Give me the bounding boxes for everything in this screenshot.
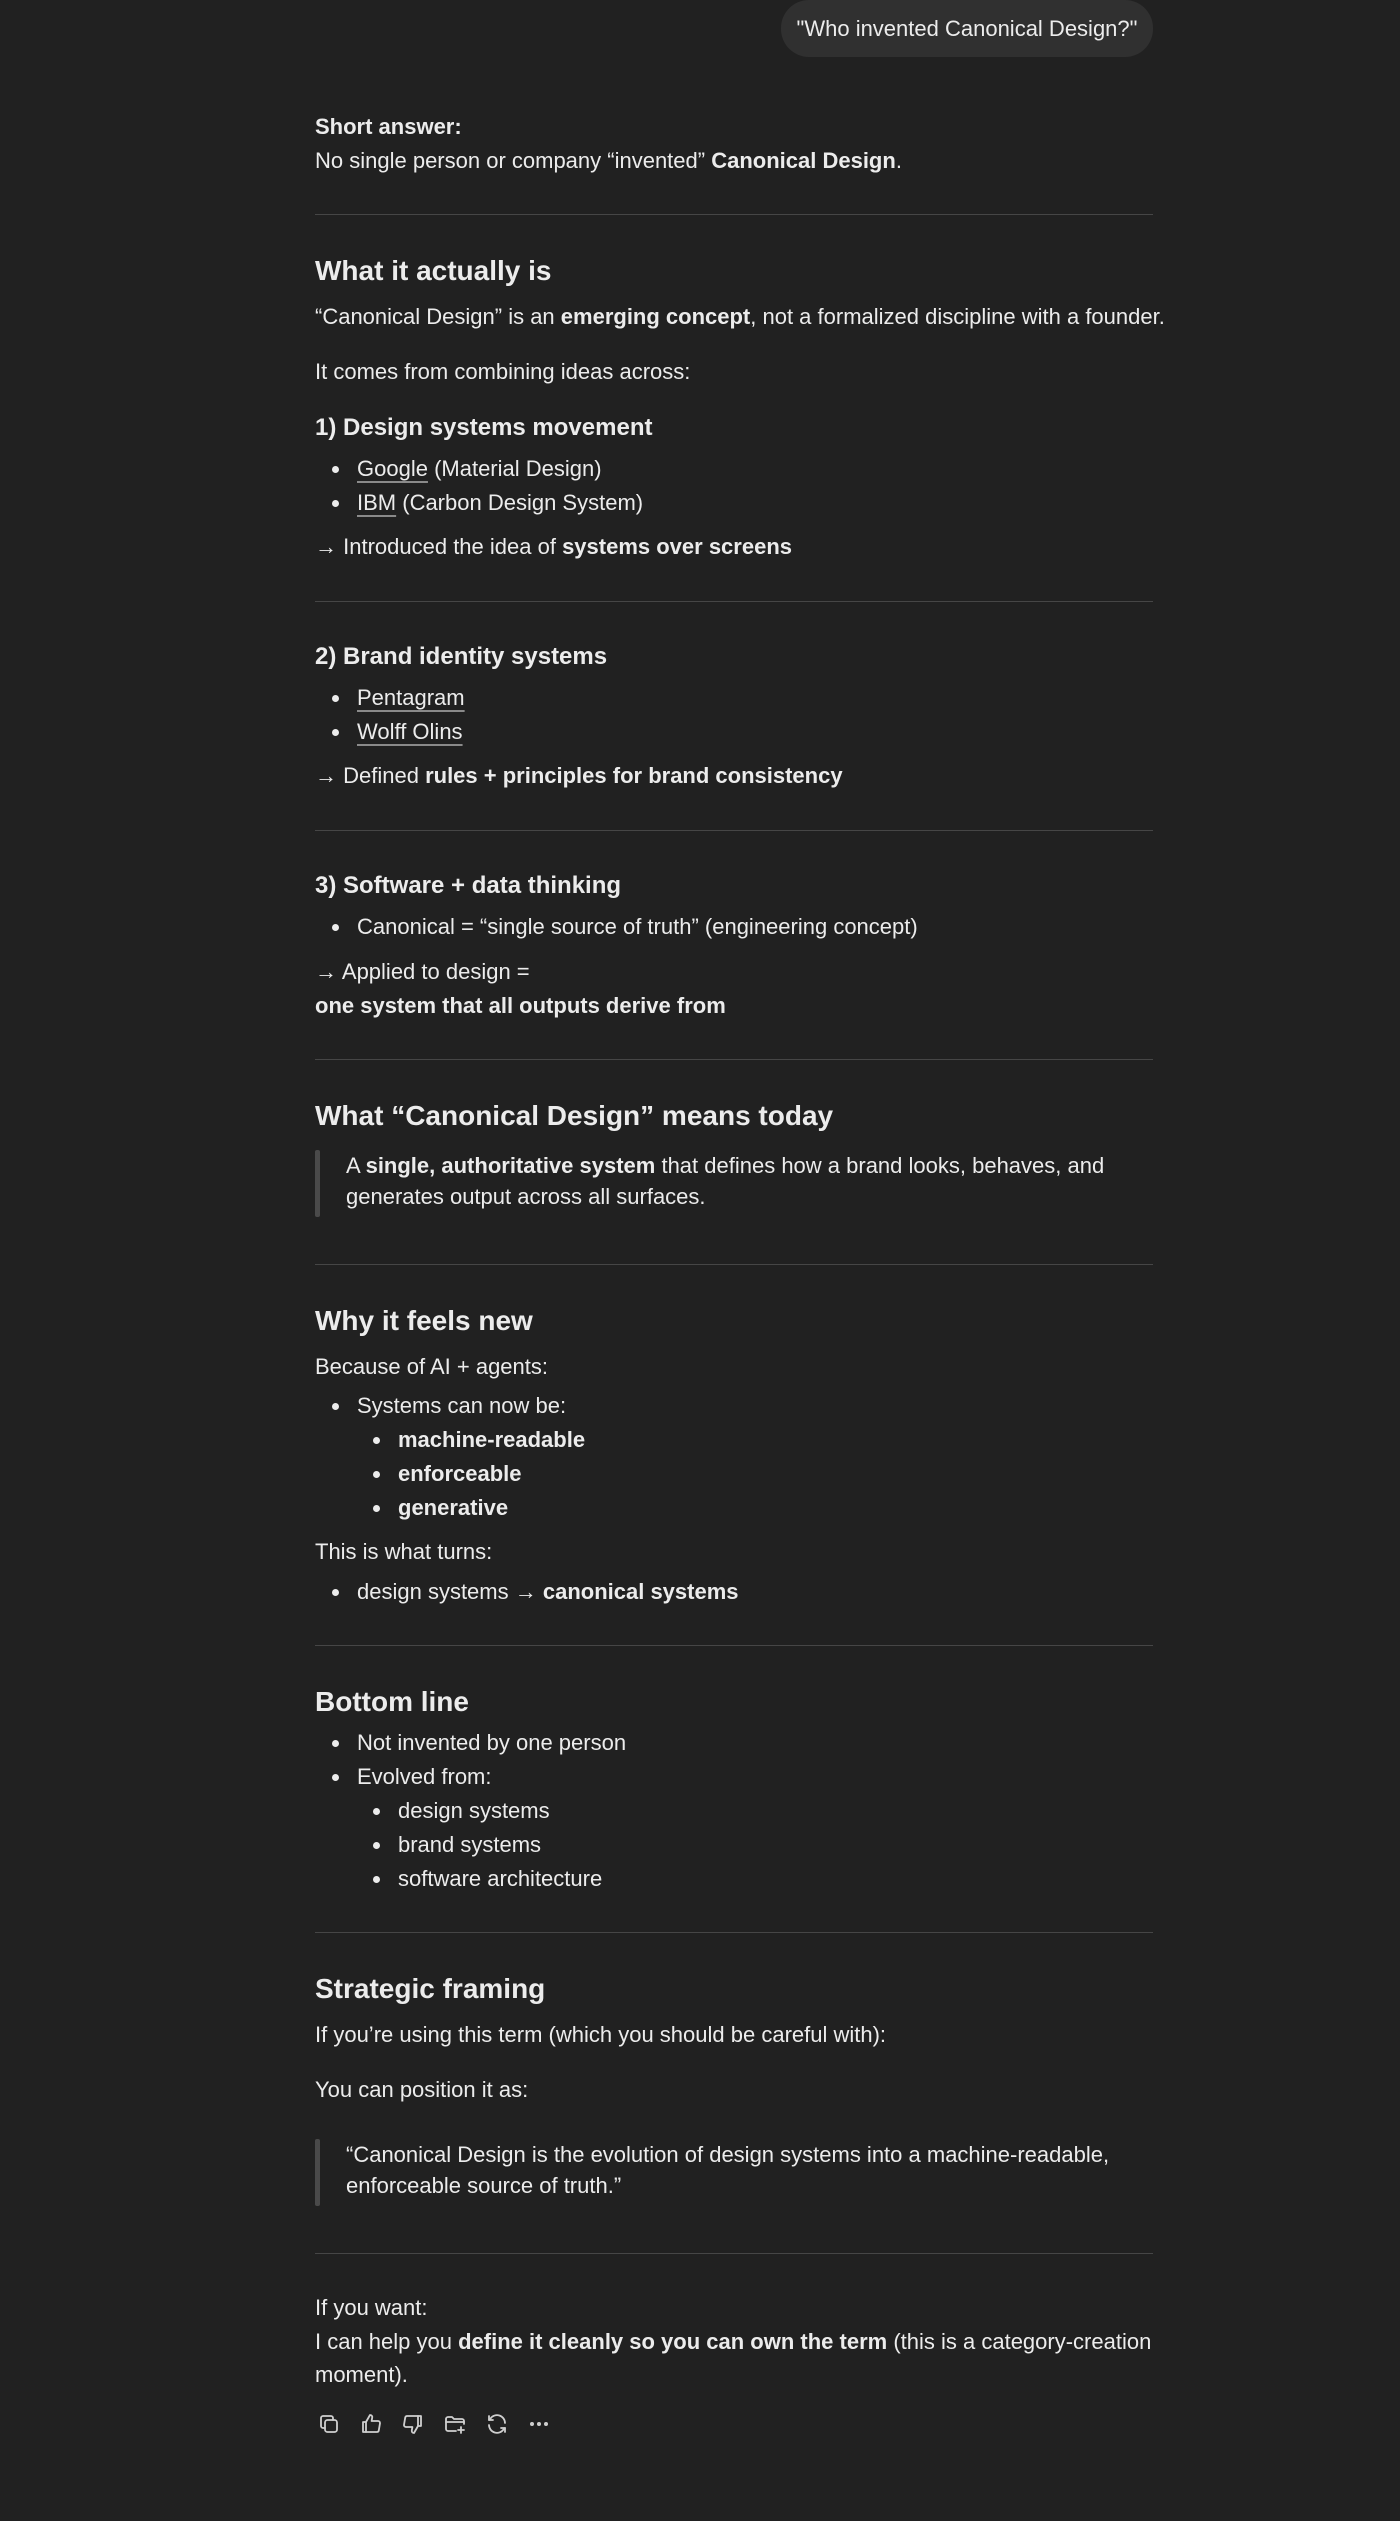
copy-icon [317, 2412, 341, 2436]
list-item: IBM (Carbon Design System) [357, 487, 643, 519]
user-message-text: "Who invented Canonical Design?" [796, 15, 1138, 41]
regenerate-button[interactable] [483, 2410, 511, 2438]
section-heading-what-it-is: What it actually is [315, 255, 552, 286]
thumbs-up-button[interactable] [357, 2410, 385, 2438]
section1-result: → Introduced the idea of systems over screens [315, 534, 792, 559]
list-item: Evolved from: [357, 1761, 492, 1793]
sub-list-item: enforceable [398, 1458, 522, 1490]
closing-line2: I can help you define it cleanly so you can own the term (this is a category-creation [315, 2329, 1152, 2354]
meaning-quote-line1: A single, authoritative system that defines how a brand looks, behaves, and [346, 1153, 1105, 1178]
save-to-folder-button[interactable] [441, 2410, 469, 2438]
closing-line3: moment). [315, 2362, 408, 2387]
user-message-bubble [781, 0, 1153, 57]
list-item: design systems → canonical systems [357, 1576, 739, 1608]
list-item [357, 682, 465, 714]
strategic-quote-line2: enforceable source of truth.” [346, 2173, 622, 2198]
blockquote-bar [315, 2139, 320, 2206]
why-new-intro: Because of AI + agents: [315, 1354, 548, 1379]
more-icon [527, 2412, 551, 2436]
thumbs-down-icon [401, 2412, 425, 2436]
strategic-paragraph: If you’re using this term (which you should be careful with): [315, 2022, 887, 2047]
section3-result-line1: → Applied to design = [315, 959, 530, 984]
divider [315, 1932, 1153, 1933]
section-heading-bottom-line: Bottom line [315, 1686, 469, 1717]
section-heading-brand-identity: 2) Brand identity systems [315, 643, 608, 670]
list-item: Not invented by one person [357, 1727, 626, 1759]
divider [315, 214, 1153, 215]
more-options-button[interactable] [525, 2410, 553, 2438]
section2-result: → Defined rules + principles for brand consistency [315, 763, 843, 788]
section-heading-why-new: Why it feels new [315, 1305, 533, 1336]
section-heading-software-data: 3) Software + data thinking [315, 872, 622, 899]
strategic-quote-line1: “Canonical Design is the evolution of design systems into a machine-readable, [346, 2142, 1110, 2167]
pentagram-link[interactable]: Pentagram [357, 685, 465, 710]
list-item [357, 716, 463, 748]
list-item: Systems can now be: [357, 1390, 566, 1422]
thumbs-up-icon [359, 2412, 383, 2436]
short-answer-label: Short answer: [315, 114, 462, 139]
copy-button[interactable] [315, 2410, 343, 2438]
what-it-is-paragraph: “Canonical Design” is an emerging concept, not a formalized discipline with a founder. [315, 304, 1165, 329]
folder-add-icon [443, 2412, 467, 2436]
closing-line1: If you want: [315, 2295, 428, 2320]
wolff-olins-link[interactable]: Wolff Olins [357, 719, 463, 744]
thumbs-down-button[interactable] [399, 2410, 427, 2438]
meaning-quote-line2: generates output across all surfaces. [346, 1184, 706, 1209]
section3-result-line2: one system that all outputs derive from [315, 993, 726, 1018]
message-action-bar [315, 2410, 553, 2438]
sub-list-item: generative [398, 1492, 508, 1524]
strategic-position: You can position it as: [315, 2077, 529, 2102]
divider [315, 2253, 1153, 2254]
list-item: Canonical = “single source of truth” (engineering concept) [357, 911, 918, 943]
divider [315, 1645, 1153, 1646]
section-heading-meaning: What “Canonical Design” means today [315, 1100, 834, 1131]
divider [315, 601, 1153, 602]
why-new-turns: This is what turns: [315, 1539, 493, 1564]
divider [315, 830, 1153, 831]
section-heading-strategic: Strategic framing [315, 1973, 546, 2004]
section-heading-design-systems: 1) Design systems movement [315, 414, 653, 441]
regenerate-icon [485, 2412, 509, 2436]
list-item: Google (Material Design) [357, 453, 602, 485]
sub-list-item: software architecture [398, 1863, 602, 1895]
google-link[interactable]: Google [357, 456, 428, 481]
what-it-is-intro: It comes from combining ideas across: [315, 359, 691, 384]
sub-list-item: design systems [398, 1795, 550, 1827]
ibm-link[interactable]: IBM [357, 490, 397, 515]
sub-list-item: brand systems [398, 1829, 541, 1861]
blockquote-bar [315, 1150, 320, 1217]
sub-list-item: machine-readable [398, 1424, 585, 1456]
divider [315, 1059, 1153, 1060]
divider [315, 1264, 1153, 1265]
short-answer-text: No single person or company “invented” Canonical Design. [315, 148, 902, 173]
